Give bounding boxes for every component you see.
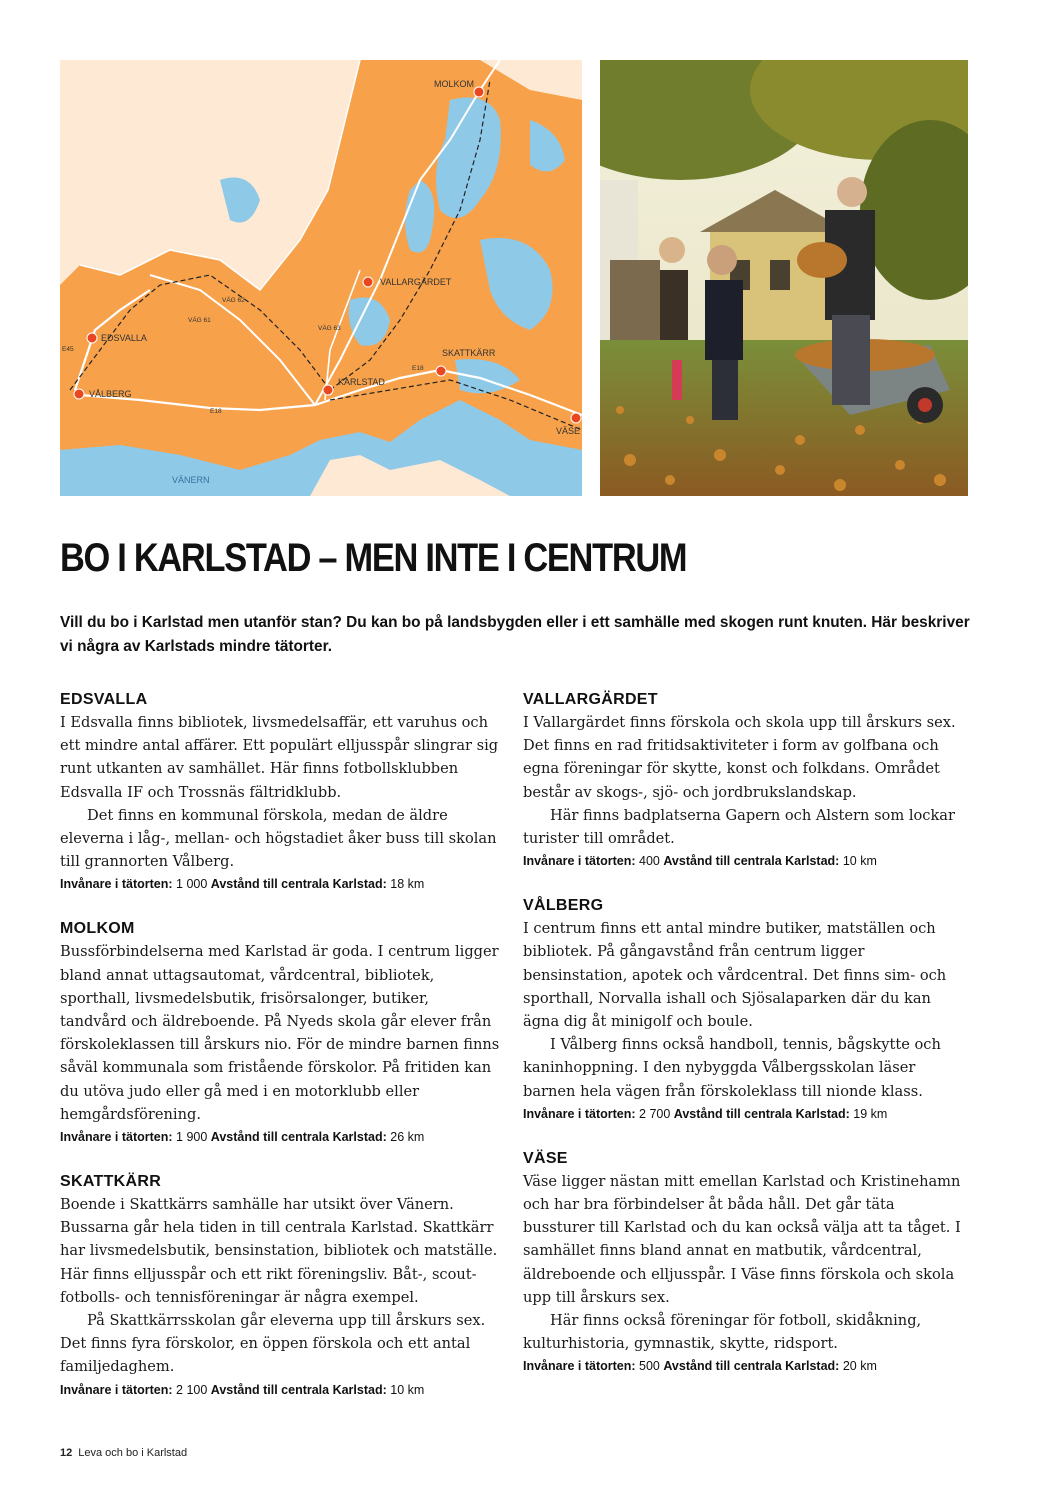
residents-label: Invånare i tätorten:: [60, 1130, 173, 1145]
label-edsvalla: EDSVALLA: [101, 333, 147, 343]
intro-paragraph: Vill du bo i Karlstad men utanför stan? Du kan bo på landsbygden eller i ett samhälle med skogen runt knuten. Här beskriver vi några av Karlstads mindre tätorter.: [60, 614, 970, 655]
map-lake-3: [480, 238, 553, 330]
page-title: BO I KARLSTAD – MEN INTE I CENTRUM: [60, 536, 687, 580]
residents-value: 1 000: [176, 877, 208, 892]
marker-vallargardet: [363, 277, 373, 287]
label-road-e18-east: E18: [412, 365, 424, 372]
section-valberg: [523, 894, 963, 1126]
distance-label: Avstånd till centrala Karlstad:: [663, 1359, 840, 1374]
section-skattkarr: [60, 1170, 500, 1402]
distance-value: 20 km: [842, 1359, 877, 1374]
section-molkom: [60, 917, 500, 1149]
page-number: 12: [60, 1447, 73, 1459]
residents-value: 2 700: [639, 1106, 671, 1121]
section-heading: VÅLBERG: [523, 897, 604, 915]
label-lake-vanern: VÄNERN: [172, 475, 210, 485]
section-paragraph: I Vallargärdet finns förskola och skola upp till årskurs sex. Det finns en rad fritidsaktiviteter i form av golfbana och egna föreningar för skytte, konst och folkdans. Området består av skogs-, sjö- och jordbrukslandskap.: [523, 714, 956, 801]
section-paragraph: I centrum finns ett antal mindre butiker, matställen och bibliotek. På gångavstånd från centrum ligger bensinstation, apotek och vårdcentral. Det finns sim- och sporthall, Norvalla ishall och Sjösalaparken där du kan ägna dig åt minigolf och boule.: [523, 920, 947, 1031]
distance-value: 18 km: [390, 877, 425, 892]
distance-label: Avstånd till centrala Karlstad:: [663, 854, 840, 869]
section-paragraph: I Vålberg finns också handboll, tennis, bågskytte och kaninhoppning. I den nybyggda Vålbergsskolan läser barnen hela vägen från förskoleklass till nionde klass.: [523, 1036, 941, 1100]
left-column: [60, 688, 500, 1402]
marker-valberg: [74, 389, 84, 399]
section-heading: VALLARGÄRDET: [523, 691, 658, 708]
residents-value: 500: [639, 1359, 660, 1374]
section-paragraph: Bussförbindelserna med Karlstad är goda. I centrum ligger bland annat uttagsautomat, vårdcentral, bibliotek, sporthall, livsmedelsbutik, frisörsalonger, butiker, tandvård och äldreboende. På Nyeds skola går elever från förskoleklassen till årskurs nio. För de mindre barnen finns såväl kommunala som fristående förskolor. På fritiden kan du utöva judo eller gå med i en motorklubb eller hemgårdsförening.: [60, 943, 500, 1123]
residents-value: 400: [639, 854, 660, 869]
distance-value: 10 km: [390, 1382, 425, 1397]
section-paragraph: Boende i Skattkärrs samhälle har utsikt över Vänern. Bussarna går hela tiden in till centrala Karlstad. Skattkärr har livsmedelsbutik, bensinstation, bibliotek och matställe. Här finns elljusspår och ett rikt föreningsliv. Båt-, scout-fotbolls- och tennisföreningar är några exempel.: [60, 1196, 498, 1306]
map-graphic: [60, 60, 582, 496]
photo-graphic: [600, 60, 968, 496]
marker-skattkarr: [436, 366, 446, 376]
map-lake-4: [349, 298, 390, 346]
label-road-e45: E45: [62, 346, 74, 353]
residents-label: Invånare i tätorten:: [523, 1359, 636, 1374]
label-vallargardet: VALLARGÄRDET: [380, 277, 452, 287]
section-facts: [523, 1103, 963, 1126]
residents-label: Invånare i tätorten:: [523, 854, 636, 869]
section-paragraph: Det finns en kommunal förskola, medan de äldre eleverna i låg-, mellan- och högstadiet åker buss till skolan till grannorten Vålberg.: [60, 806, 497, 871]
section-heading: SKATTKÄRR: [60, 1173, 162, 1191]
section-paragraph: Väse ligger nästan mitt emellan Karlstad och Kristinehamn och har bra förbindelser åt båda håll. Det går täta bussturer till Karlstad och du kan också välja att ta tåget. I samhället finns bland annat en matbutik, vårdcentral, äldreboende och elljusspår. I Väse finns förskola och skola upp till årskurs sex.: [523, 1172, 961, 1306]
area-map: [60, 60, 582, 496]
map-road-61: [150, 275, 315, 405]
map-outside-area: [60, 60, 360, 290]
distance-label: Avstånd till centrala Karlstad:: [210, 1130, 387, 1145]
residents-label: Invånare i tätorten:: [60, 877, 173, 892]
label-road-61: VÄG 61: [188, 317, 211, 324]
label-road-63: VÄG 63: [318, 325, 341, 332]
label-road-62: VÄG 62: [222, 297, 245, 304]
distance-label: Avstånd till centrala Karlstad:: [210, 877, 387, 892]
label-molkom: MOLKOM: [434, 79, 475, 89]
section-heading: EDSVALLA: [60, 691, 148, 708]
label-valberg: VÅLBERG: [89, 389, 132, 399]
residents-value: 2 100: [176, 1382, 208, 1397]
distance-value: 19 km: [853, 1106, 888, 1121]
distance-label: Avstånd till centrala Karlstad:: [210, 1382, 387, 1397]
section-paragraph: På Skattkärrsskolan går eleverna upp till årskurs sex. Det finns fyra förskolor, en öppen förskola och ett antal familjedaghem.: [60, 1312, 486, 1376]
marker-vase: [571, 413, 581, 423]
marker-molkom: [474, 87, 484, 97]
section-paragraph: Här finns badplatserna Gapern och Alstern som lockar turister till området.: [523, 806, 955, 848]
section-facts: [60, 873, 500, 896]
section-vallargardet: [523, 688, 963, 873]
page-footer: [60, 1447, 187, 1459]
distance-value: 10 km: [842, 854, 877, 869]
map-lake-1: [436, 98, 501, 219]
marker-edsvalla: [87, 333, 97, 343]
residents-label: Invånare i tätorten:: [60, 1382, 173, 1397]
section-paragraph: I Edsvalla finns bibliotek, livsmedelsaffär, ett varuhus och ett mindre antal affärer. Ett populärt elljusspår slingrar sig runt utkanten av samhället. Här finns fotbollsklubben Edsvalla IF och Trossnäs fältridklubb.: [60, 714, 499, 801]
map-lake-2: [405, 180, 434, 253]
section-facts: [523, 1355, 963, 1378]
right-column: [523, 688, 963, 1378]
section-heading: VÄSE: [523, 1149, 568, 1167]
label-karlstad: KARLSTAD: [338, 377, 385, 387]
section-facts: [60, 1379, 500, 1402]
section-vase: [523, 1147, 963, 1379]
section-heading: MOLKOM: [60, 920, 135, 938]
distance-value: 26 km: [390, 1130, 425, 1145]
section-facts: [523, 850, 963, 873]
map-lake-6: [530, 120, 565, 171]
section-facts: [60, 1126, 500, 1149]
label-road-e18-west: E18: [210, 408, 222, 415]
marker-karlstad: [323, 385, 333, 395]
family-raking-leaves-photo: [600, 60, 968, 496]
residents-value: 1 900: [176, 1130, 208, 1145]
label-vase: VÄSE: [556, 426, 581, 436]
label-skattkarr: SKATTKÄRR: [442, 348, 496, 358]
section-paragraph: Här finns också föreningar för fotboll, skidåkning, kulturhistoria, gymnastik, skytte, ridsport.: [523, 1312, 922, 1353]
publication-name: Leva och bo i Karlstad: [78, 1447, 188, 1459]
section-edsvalla: [60, 688, 500, 896]
distance-label: Avstånd till centrala Karlstad:: [673, 1106, 850, 1121]
residents-label: Invånare i tätorten:: [523, 1106, 636, 1121]
